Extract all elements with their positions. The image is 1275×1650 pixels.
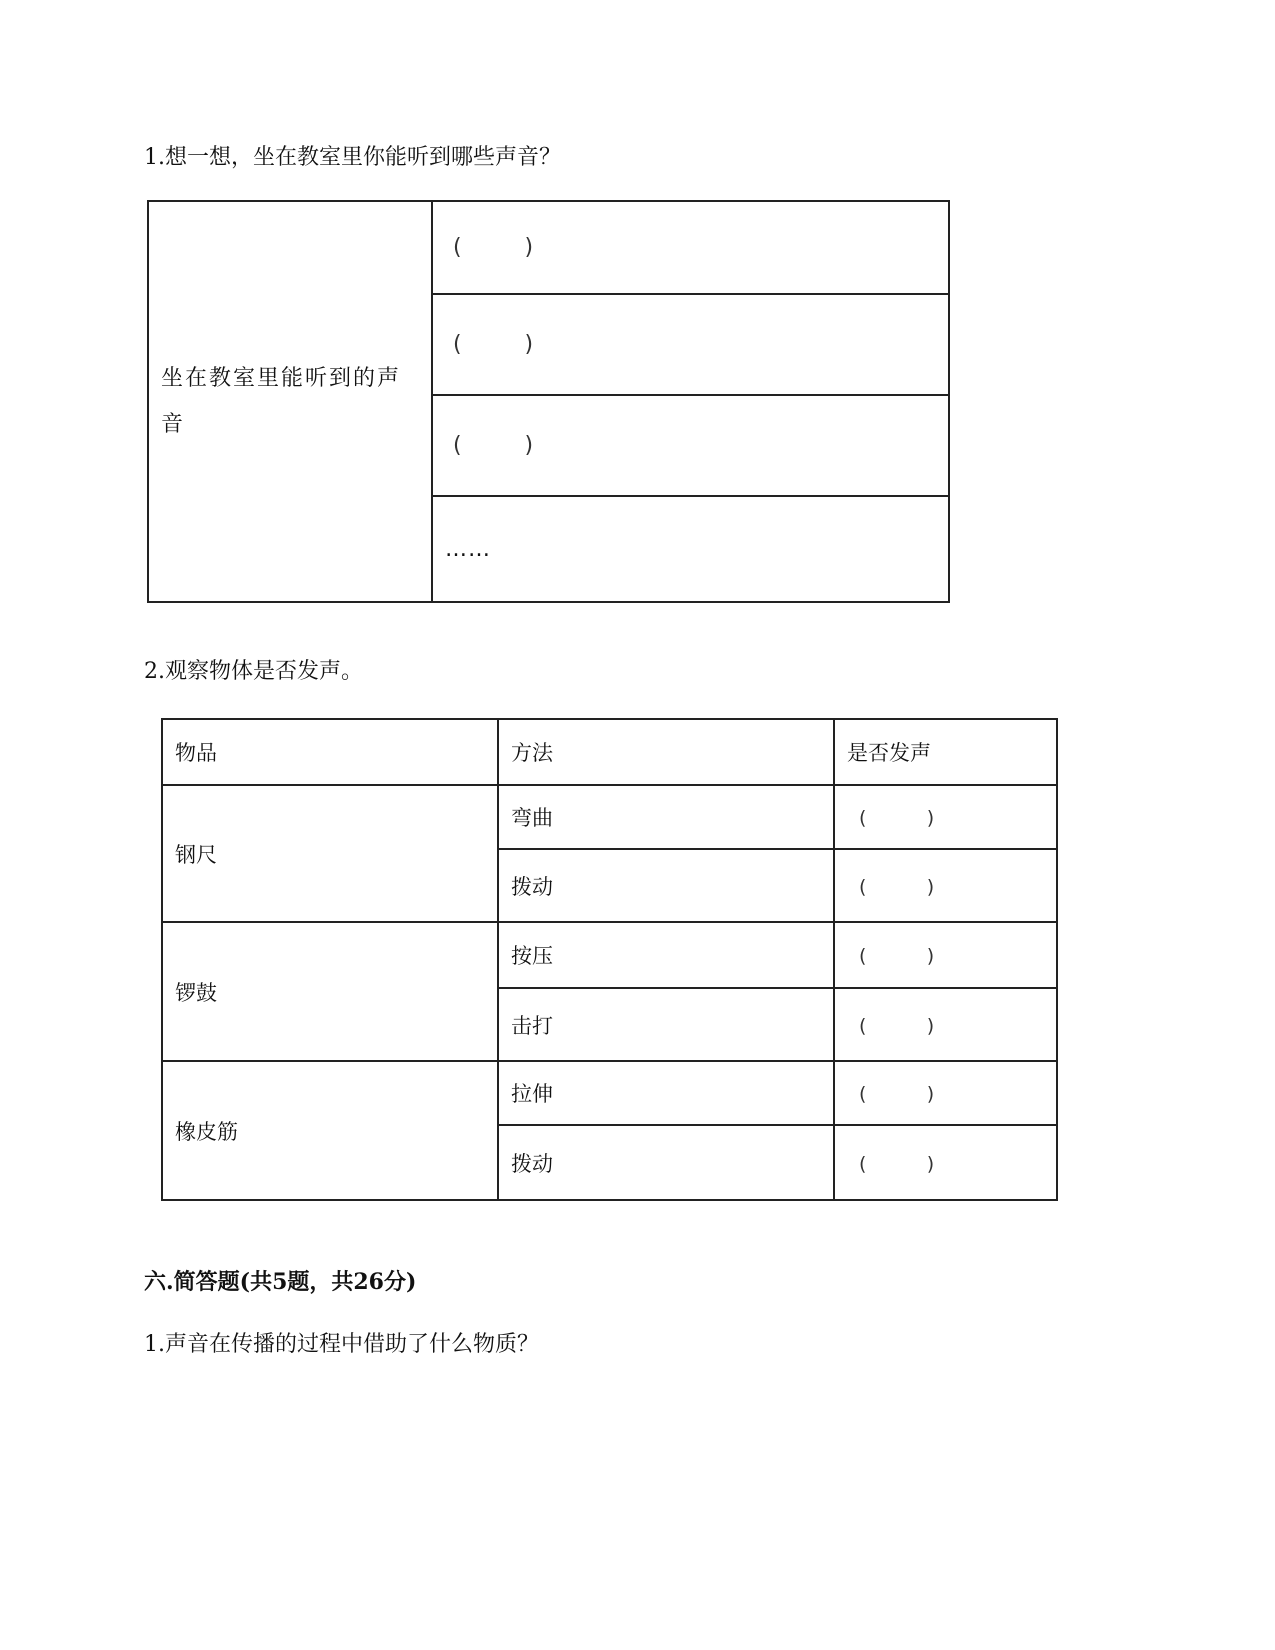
item-cell-steel-ruler bbox=[162, 785, 498, 922]
answer-blank: ( ) bbox=[859, 875, 935, 898]
method-cell bbox=[498, 1061, 834, 1125]
question-1-text: 1.想一想，坐在教室里你能听到哪些声音？ bbox=[144, 145, 561, 170]
method-cell bbox=[498, 785, 834, 849]
answer-blank: ( ) bbox=[859, 1083, 935, 1105]
answer-cell bbox=[834, 849, 1057, 922]
answer-cell bbox=[834, 922, 1057, 988]
classroom-sounds-label: 坐在教室里能听到的声音 bbox=[161, 365, 402, 437]
item-label: 橡皮筋 bbox=[175, 1119, 238, 1144]
method-cell bbox=[498, 849, 834, 922]
method-label: 拉伸 bbox=[511, 1082, 553, 1106]
answer-blank: ( ) bbox=[859, 1152, 935, 1175]
sound-answer-cell-1 bbox=[432, 201, 949, 294]
header-method-label: 方法 bbox=[511, 741, 553, 765]
header-item bbox=[162, 719, 498, 785]
answer-blank: ( ) bbox=[859, 807, 935, 829]
classroom-sounds-table bbox=[147, 200, 950, 603]
classroom-sounds-label-cell bbox=[148, 201, 432, 602]
answer-blank: ( ) bbox=[453, 332, 534, 357]
method-cell bbox=[498, 922, 834, 988]
method-label: 击打 bbox=[511, 1013, 553, 1038]
item-label: 钢尺 bbox=[175, 842, 217, 867]
header-item-label: 物品 bbox=[175, 741, 217, 765]
method-cell bbox=[498, 988, 834, 1061]
ellipsis: …… bbox=[445, 536, 491, 562]
method-label: 按压 bbox=[511, 944, 553, 968]
header-sound bbox=[834, 719, 1057, 785]
sound-answer-cell-2 bbox=[432, 294, 949, 395]
method-label: 拨动 bbox=[511, 874, 553, 899]
section-6-question-1: 1.声音在传播的过程中借助了什么物质？ bbox=[144, 1332, 539, 1357]
answer-blank: ( ) bbox=[453, 433, 534, 458]
item-label: 锣鼓 bbox=[175, 980, 217, 1005]
question-2-text: 2.观察物体是否发声。 bbox=[144, 659, 363, 684]
section-6-heading: 六.简答题(共5题，共26分) bbox=[144, 1269, 417, 1295]
answer-cell bbox=[834, 785, 1057, 849]
sound-answer-cell-3 bbox=[432, 395, 949, 496]
item-cell-gong-drum bbox=[162, 922, 498, 1061]
method-label: 拨动 bbox=[511, 1151, 553, 1176]
answer-cell bbox=[834, 1061, 1057, 1125]
answer-blank: ( ) bbox=[859, 945, 935, 967]
sound-answer-cell-4 bbox=[432, 496, 949, 602]
method-label: 弯曲 bbox=[511, 806, 553, 830]
answer-cell bbox=[834, 988, 1057, 1061]
sound-observation-table bbox=[161, 718, 1058, 1201]
answer-blank: ( ) bbox=[453, 235, 534, 260]
answer-cell bbox=[834, 1125, 1057, 1200]
item-cell-rubber-band bbox=[162, 1061, 498, 1200]
answer-blank: ( ) bbox=[859, 1014, 935, 1037]
header-sound-label: 是否发声 bbox=[847, 741, 931, 765]
header-method bbox=[498, 719, 834, 785]
method-cell bbox=[498, 1125, 834, 1200]
